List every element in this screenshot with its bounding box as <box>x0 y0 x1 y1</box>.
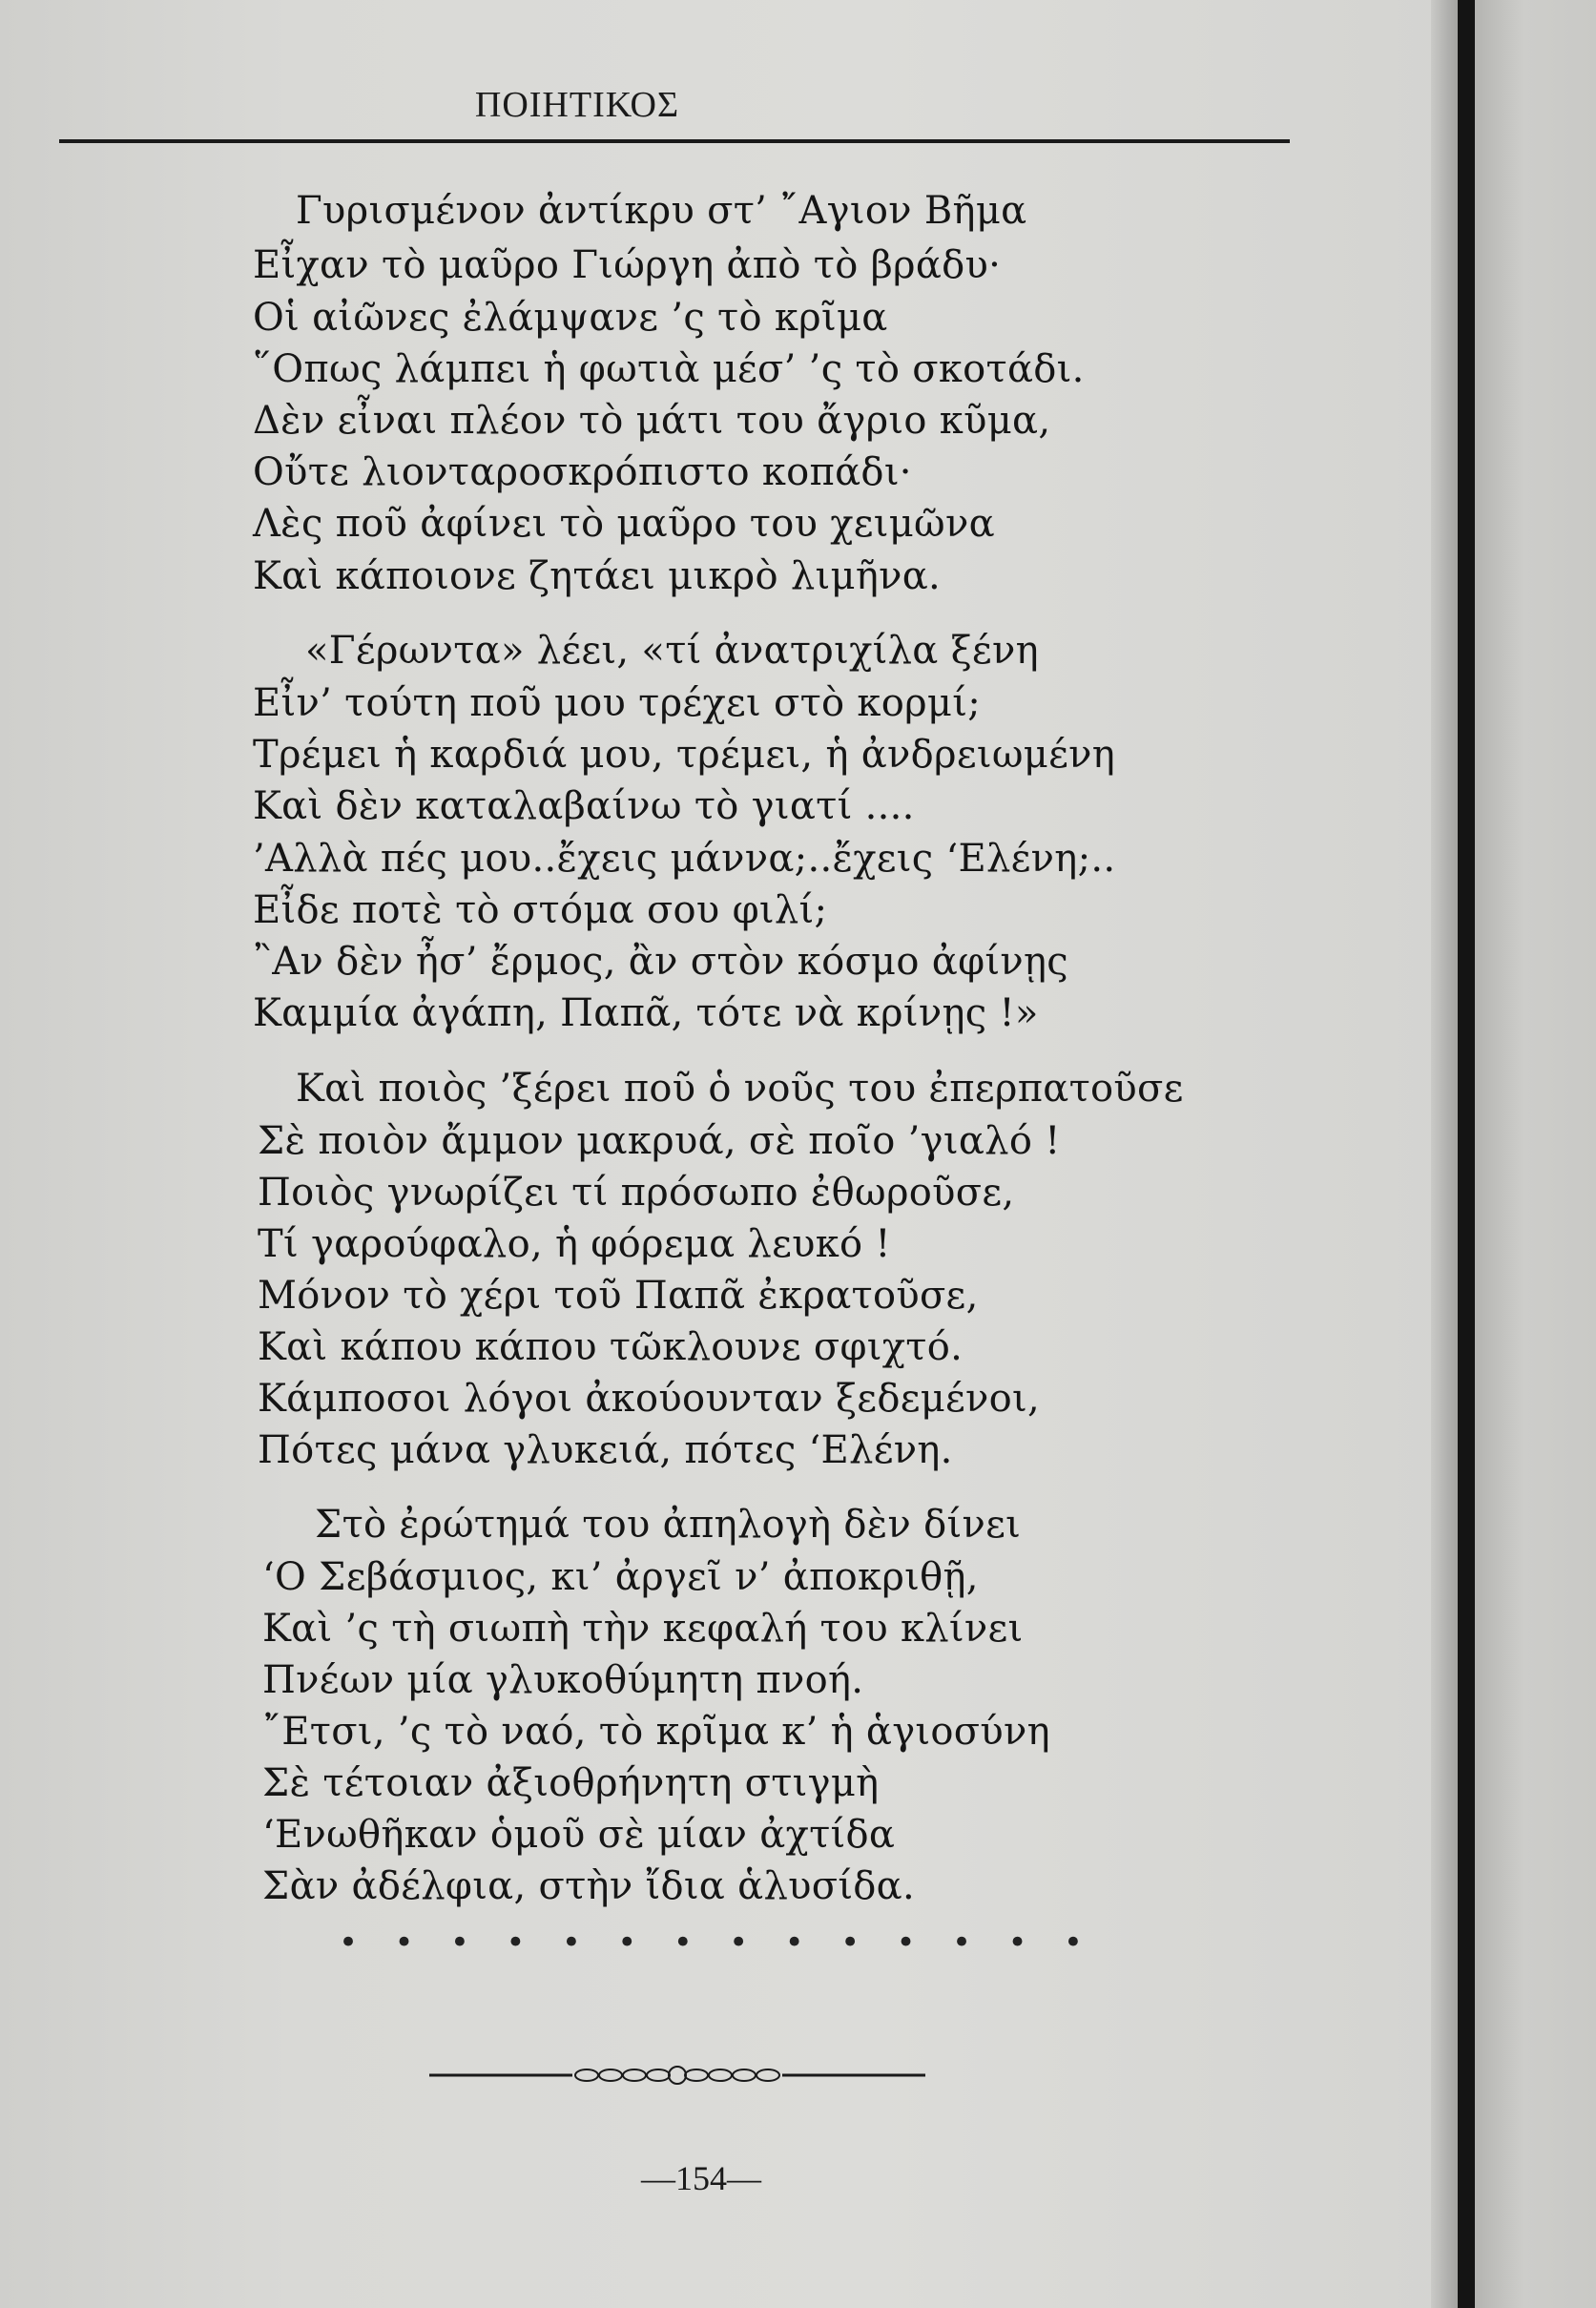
verse-line: Οὔτε λιονταροσκρόπιστο κοπάδι· <box>253 450 912 494</box>
separator-dot: • <box>951 1923 972 1962</box>
separator-dot: • <box>449 1923 469 1962</box>
separator-dot: • <box>617 1923 637 1962</box>
verse-line: Σὰν ἀδέλφια, στὴν ἴδια ἁλυσίδα. <box>262 1864 916 1908</box>
verse-line: Γυρισμένον ἀντίκρυ στ’ ῎Αγιον Βῆμα <box>296 189 1027 233</box>
verse-line: «Γέρωντα» λέει, «τί ἀνατριχίλα ξένη <box>305 629 1039 673</box>
decorative-ornament-rule <box>429 2056 925 2094</box>
verse-line: Πνέων μία γλυκοθύμητη πνοή. <box>262 1658 864 1702</box>
verse-line: ’Αλλὰ πές μου..ἔχεις μάννα;..ἔχεις ‘Ελένη;.. <box>253 837 1116 881</box>
verse-line: Εἶχαν τὸ μαῦρο Γιώργη ἀπὸ τὸ βράδυ· <box>253 243 1002 287</box>
running-header-title: ΠΟΙΗΤΙΚΟΣ <box>474 85 680 125</box>
verse-line: Τρέμει ἡ καρδιά μου, τρέμει, ἡ ἀνδρειωμένη <box>253 733 1115 777</box>
separator-dot: • <box>1063 1923 1083 1962</box>
separator-dot: • <box>1007 1923 1027 1962</box>
verse-line: Εἶν’ τούτη ποῦ μου τρέχει στὸ κορμί; <box>253 681 981 725</box>
verse-line: Καὶ κάποιονε ζητάει μικρὸ λιμῆνα. <box>253 554 942 598</box>
verse-line: ‘Ενωθῆκαν ὁμοῦ σὲ μίαν ἀχτίδα <box>262 1813 896 1857</box>
verse-line: ῞Οπως λάμπει ἡ φωτιὰ μέσ’ ’ς τὸ σκοτάδι. <box>253 347 1085 391</box>
separator-dot: • <box>784 1923 804 1962</box>
verse-line: Ποιὸς γνωρίζει τί πρόσωπο ἐθωροῦσε, <box>258 1171 1015 1215</box>
verse-line: Καὶ κάπου κάπου τῶκλουνε σφιχτό. <box>258 1325 964 1369</box>
page-number: —154— <box>641 2159 761 2197</box>
section-separator-dots <box>339 1923 1083 1962</box>
verse-line: Λὲς ποῦ ἀφίνει τὸ μαῦρο του χειμῶνα <box>253 502 995 546</box>
separator-dot: • <box>339 1923 359 1962</box>
verse-line: Εἶδε ποτὲ τὸ στόμα σου φιλί; <box>253 888 828 932</box>
verse-line: Οἱ αἰῶνες ἐλάμψανε ’ς τὸ κρῖμα <box>253 296 888 340</box>
book-spine <box>1458 0 1475 2308</box>
verse-line: Τί γαρούφαλο, ἡ φόρεμα λευκό ! <box>258 1222 891 1266</box>
separator-dot: • <box>896 1923 916 1962</box>
verse-line: Καὶ ’ς τὴ σιωπὴ τὴν κεφαλή του κλίνει <box>262 1607 1024 1651</box>
verse-line: ῎Ετσι, ’ς τὸ ναό, τὸ κρῖμα κ’ ἡ ἁγιοσύνη <box>262 1710 1050 1754</box>
separator-dot: • <box>394 1923 414 1962</box>
adjacent-page-edge <box>1475 0 1596 2308</box>
verse-line: Σὲ τέτοιαν ἀξιοθρήνητη στιγμὴ <box>262 1761 880 1805</box>
verse-line: Στὸ ἐρώτημά του ἀπηλογὴ δὲν δίνει <box>315 1503 1022 1547</box>
separator-dot: • <box>673 1923 693 1962</box>
verse-line: ‘Ο Σεβάσμιος, κι’ ἀργεῖ ν’ ἀποκριθῇ, <box>262 1555 979 1599</box>
verse-line: Καὶ ποιὸς ’ξέρει ποῦ ὁ νοῦς του ἐπερπατοῦσε <box>296 1067 1184 1111</box>
verse-line: Μόνον τὸ χέρι τοῦ Παπᾶ ἐκρατοῦσε, <box>258 1274 979 1318</box>
verse-line: ῍Αν δὲν ἦσ’ ἔρμος, ἂν στὸν κόσμο ἀφίνῃς <box>253 940 1068 984</box>
verse-line: Πότες μάνα γλυκειά, πότες ‘Ελένη. <box>258 1428 953 1472</box>
verse-line: Δὲν εἶναι πλέον τὸ μάτι του ἄγριο κῦμα, <box>253 399 1051 443</box>
verse-line: Καὶ δὲν καταλαβαίνω τὸ γιατί .... <box>253 784 915 828</box>
spine-shadow <box>1431 0 1460 2308</box>
separator-dot: • <box>840 1923 860 1962</box>
header-rule <box>59 139 1290 143</box>
verse-line: Καμμία ἀγάπη, Παπᾶ, τότε νὰ κρίνῃς !» <box>253 991 1039 1035</box>
separator-dot: • <box>506 1923 526 1962</box>
verse-line: Κάμποσοι λόγοι ἀκούουνταν ξεδεμένοι, <box>258 1377 1041 1421</box>
verse-line: Σὲ ποιὸν ἄμμον μακρυά, σὲ ποῖο ’γιαλό ! <box>258 1119 1061 1163</box>
separator-dot: • <box>561 1923 581 1962</box>
separator-dot: • <box>729 1923 749 1962</box>
